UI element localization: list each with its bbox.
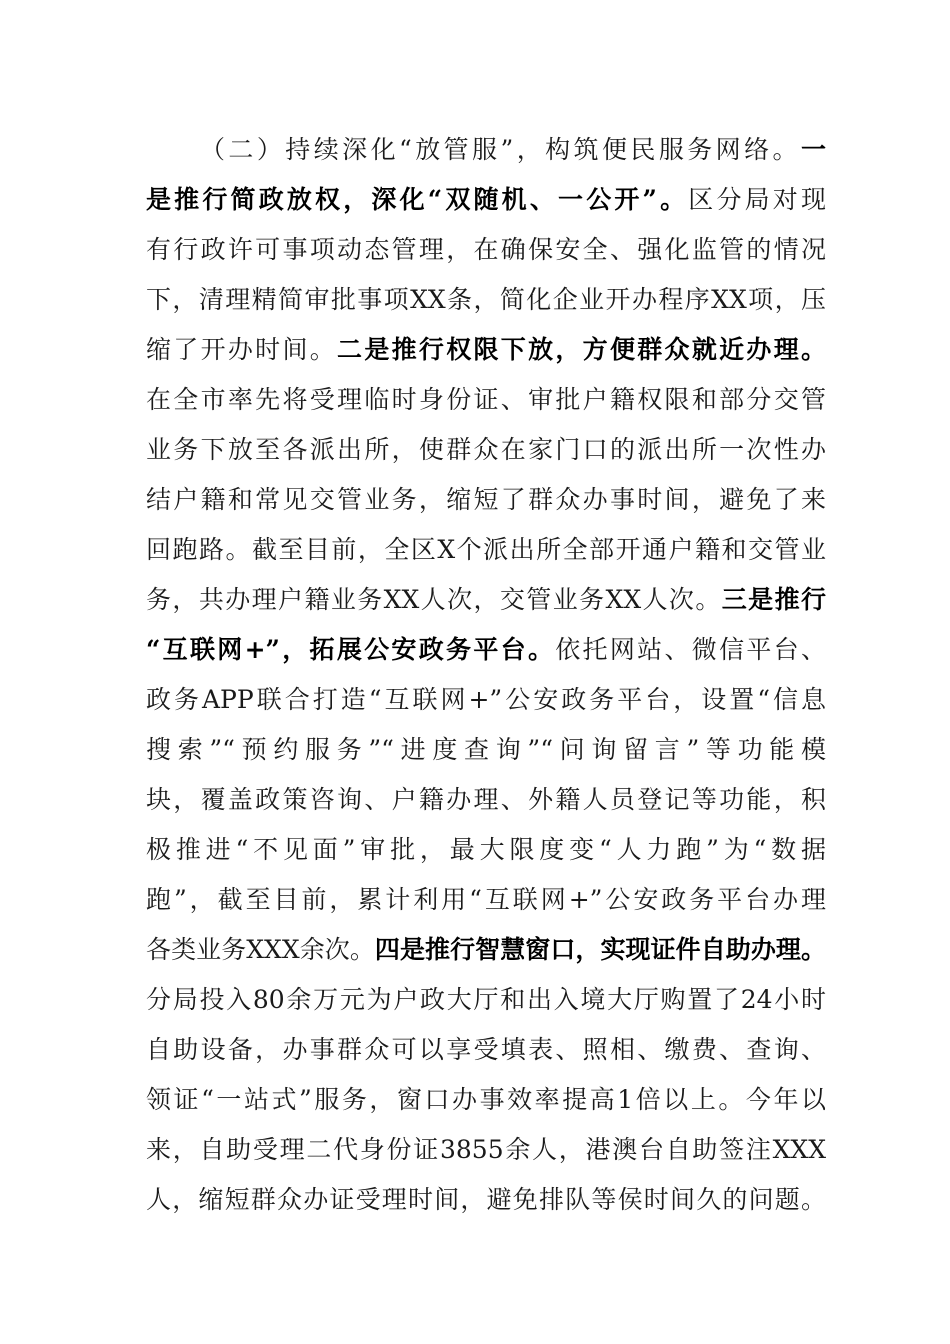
text-line bbox=[146, 975, 826, 1025]
text-line bbox=[146, 175, 826, 225]
body-text: 有行政许可事项动态管理，在确保安全、强化监管的情况 bbox=[146, 235, 826, 264]
body-text: 缩了开办时间。 bbox=[146, 335, 338, 364]
body-text: 跑”，截至目前，累计利用“互联网+”公安政务平台办理 bbox=[146, 885, 826, 914]
body-text: 各类业务XXX余次。 bbox=[146, 935, 375, 964]
body-text: 回跑路。截至目前，全区X个派出所全部开通户籍和交管业 bbox=[146, 535, 826, 564]
text-line bbox=[146, 575, 826, 625]
text-line bbox=[146, 625, 826, 675]
body-text: 结户籍和常见交管业务，缩短了群众办事时间，避免了来 bbox=[146, 485, 826, 514]
text-line bbox=[146, 275, 826, 325]
text-line bbox=[146, 1175, 826, 1225]
body-text: 依托网站、微信平台、 bbox=[555, 635, 826, 664]
text-line bbox=[146, 325, 826, 375]
bold-heading-text: 一 bbox=[800, 135, 826, 164]
text-line bbox=[146, 825, 826, 875]
body-paragraph bbox=[146, 125, 826, 1225]
text-line bbox=[146, 1125, 826, 1175]
body-text: 自助设备，办事群众可以享受填表、照相、缴费、查询、 bbox=[146, 1035, 826, 1064]
body-text: 政务APP联合打造“互联网+”公安政务平台，设置“信息 bbox=[146, 685, 826, 714]
text-line bbox=[146, 225, 826, 275]
bold-heading-text: 二是推行权限下放，方便群众就近办理。 bbox=[337, 335, 826, 364]
body-text: 来，自助受理二代身份证3855余人，港澳台自助签注XXX bbox=[146, 1135, 826, 1164]
body-text: 区分局对现 bbox=[688, 185, 826, 214]
body-text: 业务下放至各派出所，使群众在家门口的派出所一次性办 bbox=[146, 435, 826, 464]
text-line bbox=[146, 725, 826, 775]
text-line bbox=[146, 1075, 826, 1125]
bold-heading-text: 四是推行智慧窗口，实现证件自助办理。 bbox=[374, 935, 826, 964]
bold-heading-text: 是推行简政放权，深化“双随机、一公开”。 bbox=[146, 185, 689, 214]
text-line bbox=[146, 475, 826, 525]
body-text: 搜索”“预约服务”“进度查询”“问询留言”等功能模 bbox=[146, 735, 826, 764]
text-line bbox=[146, 925, 826, 975]
body-text: （二）持续深化“放管服”，构筑便民服务网络。 bbox=[200, 135, 801, 164]
text-line bbox=[146, 525, 826, 575]
body-text: 人，缩短群众办证受理时间，避免排队等侯时间久的问题。 bbox=[146, 1185, 826, 1214]
body-text: 下，清理精简审批事项XX条，简化企业开办程序XX项，压 bbox=[146, 285, 826, 314]
body-text: 分局投入80余万元为户政大厅和出入境大厅购置了24小时 bbox=[146, 985, 826, 1014]
text-line bbox=[146, 1025, 826, 1075]
text-line bbox=[146, 875, 826, 925]
bold-heading-text: “互联网+”，拓展公安政务平台。 bbox=[146, 635, 556, 664]
text-line bbox=[146, 675, 826, 725]
body-text: 领证“一站式”服务，窗口办事效率提高1倍以上。今年以 bbox=[146, 1085, 826, 1114]
body-text: 块，覆盖政策咨询、户籍办理、外籍人员登记等功能，积 bbox=[146, 785, 826, 814]
text-line bbox=[146, 425, 826, 475]
text-line bbox=[146, 375, 826, 425]
body-text: 极推进“不见面”审批，最大限度变“人力跑”为“数据 bbox=[146, 835, 826, 864]
body-text: 在全市率先将受理临时身份证、审批户籍权限和部分交管 bbox=[146, 385, 826, 414]
bold-heading-text: 三是推行 bbox=[721, 585, 826, 614]
body-text: 务，共办理户籍业务XX人次，交管业务XX人次。 bbox=[146, 585, 722, 614]
text-line bbox=[146, 125, 826, 175]
text-line bbox=[146, 775, 826, 825]
